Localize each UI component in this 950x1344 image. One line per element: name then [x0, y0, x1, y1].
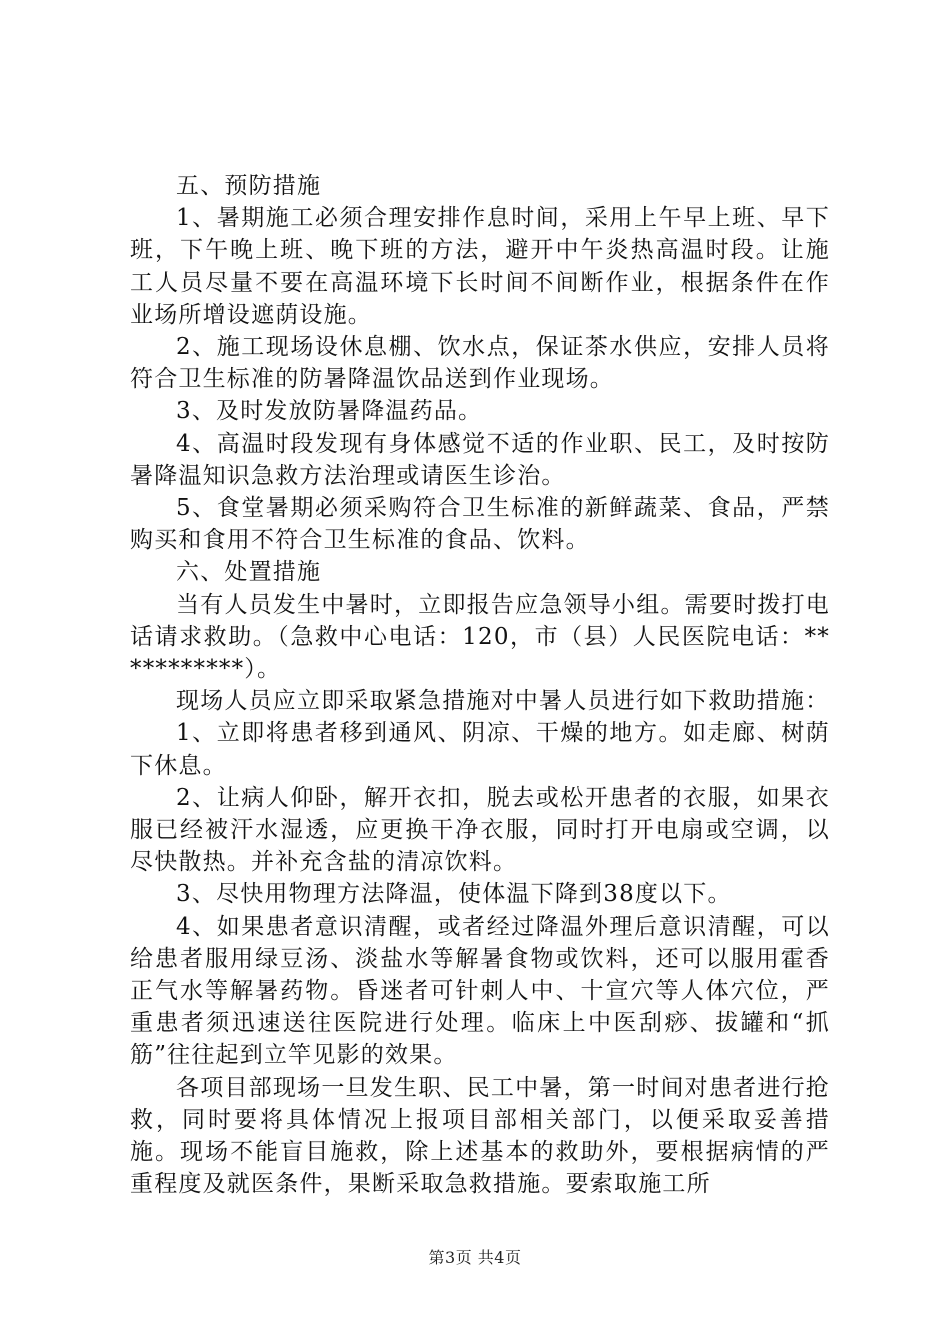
page-footer: 第3页 共4页 [428, 1248, 522, 1267]
paragraph: 5、食堂暑期必须采购符合卫生标准的新鲜蔬菜、食品，严禁购买和食用不符合卫生标准的食品、饮料。 [130, 495, 830, 554]
paragraph: 1、立即将患者移到通风、阴凉、干燥的地方。如走廊、树荫下休息。 [130, 720, 830, 779]
paragraph: 4、如果患者意识清醒，或者经过降温外理后意识清醒，可以给患者服用绿豆汤、淡盐水等解暑食物或饮料，还可以服用霍香正气水等解暑药物。昏迷者可针刺人中、十宣穴等人体穴位，严重患者须迅速送往医院进行处理。临床上中医刮痧、拔罐和“抓筋”往往起到立竿见影的效果。 [130, 913, 830, 1069]
paragraph: 3、及时发放防暑降温药品。 [176, 398, 483, 425]
section-heading-response: 六、处置措施 [176, 559, 322, 586]
paragraph: 当有人员发生中暑时，立即报告应急领导小组。需要时拨打电话请求救助。（急救中心电话：120，市（县）人民医院电话：***********）。 [130, 591, 830, 683]
paragraph: 各项目部现场一旦发生职、民工中暑，第一时间对患者进行抢救，同时要将具体情况上报项目部相关部门，以便采取妥善措施。现场不能盲目施救，除上述基本的救助外，要根据病情的严重程度及就医条件，果断采取急救措施。要索取施工所 [130, 1074, 830, 1198]
paragraph: 2、让病人仰卧，解开衣扣，脱去或松开患者的衣服，如果衣服已经被汗水湿透，应更换干净衣服，同时打开电扇或空调，以尽快散热。并补充含盐的清凉饮料。 [130, 784, 830, 876]
paragraph: 1、暑期施工必须合理安排作息时间，采用上午早上班、早下班，下午晚上班、晚下班的方法，避开中午炎热高温时段。让施工人员尽量不要在高温环境下长时间不间断作业，根据条件在作业场所增设遮荫设施。 [130, 205, 830, 328]
section-heading-prevention: 五、预防措施 [176, 173, 322, 199]
paragraph: 现场人员应立即采取紧急措施对中暑人员进行如下救助措施： [176, 688, 830, 715]
paragraph: 3、尽快用物理方法降温，使体温下降到38度以下。 [176, 881, 732, 908]
document-body [130, 170, 830, 1201]
paragraph: 4、高温时段发现有身体感觉不适的作业职、民工，及时按防暑降温知识急救方法治理或请医生诊治。 [130, 430, 830, 489]
paragraph: 2、施工现场设休息棚、饮水点，保证茶水供应，安排人员将符合卫生标准的防暑降温饮品送到作业现场。 [130, 334, 830, 393]
